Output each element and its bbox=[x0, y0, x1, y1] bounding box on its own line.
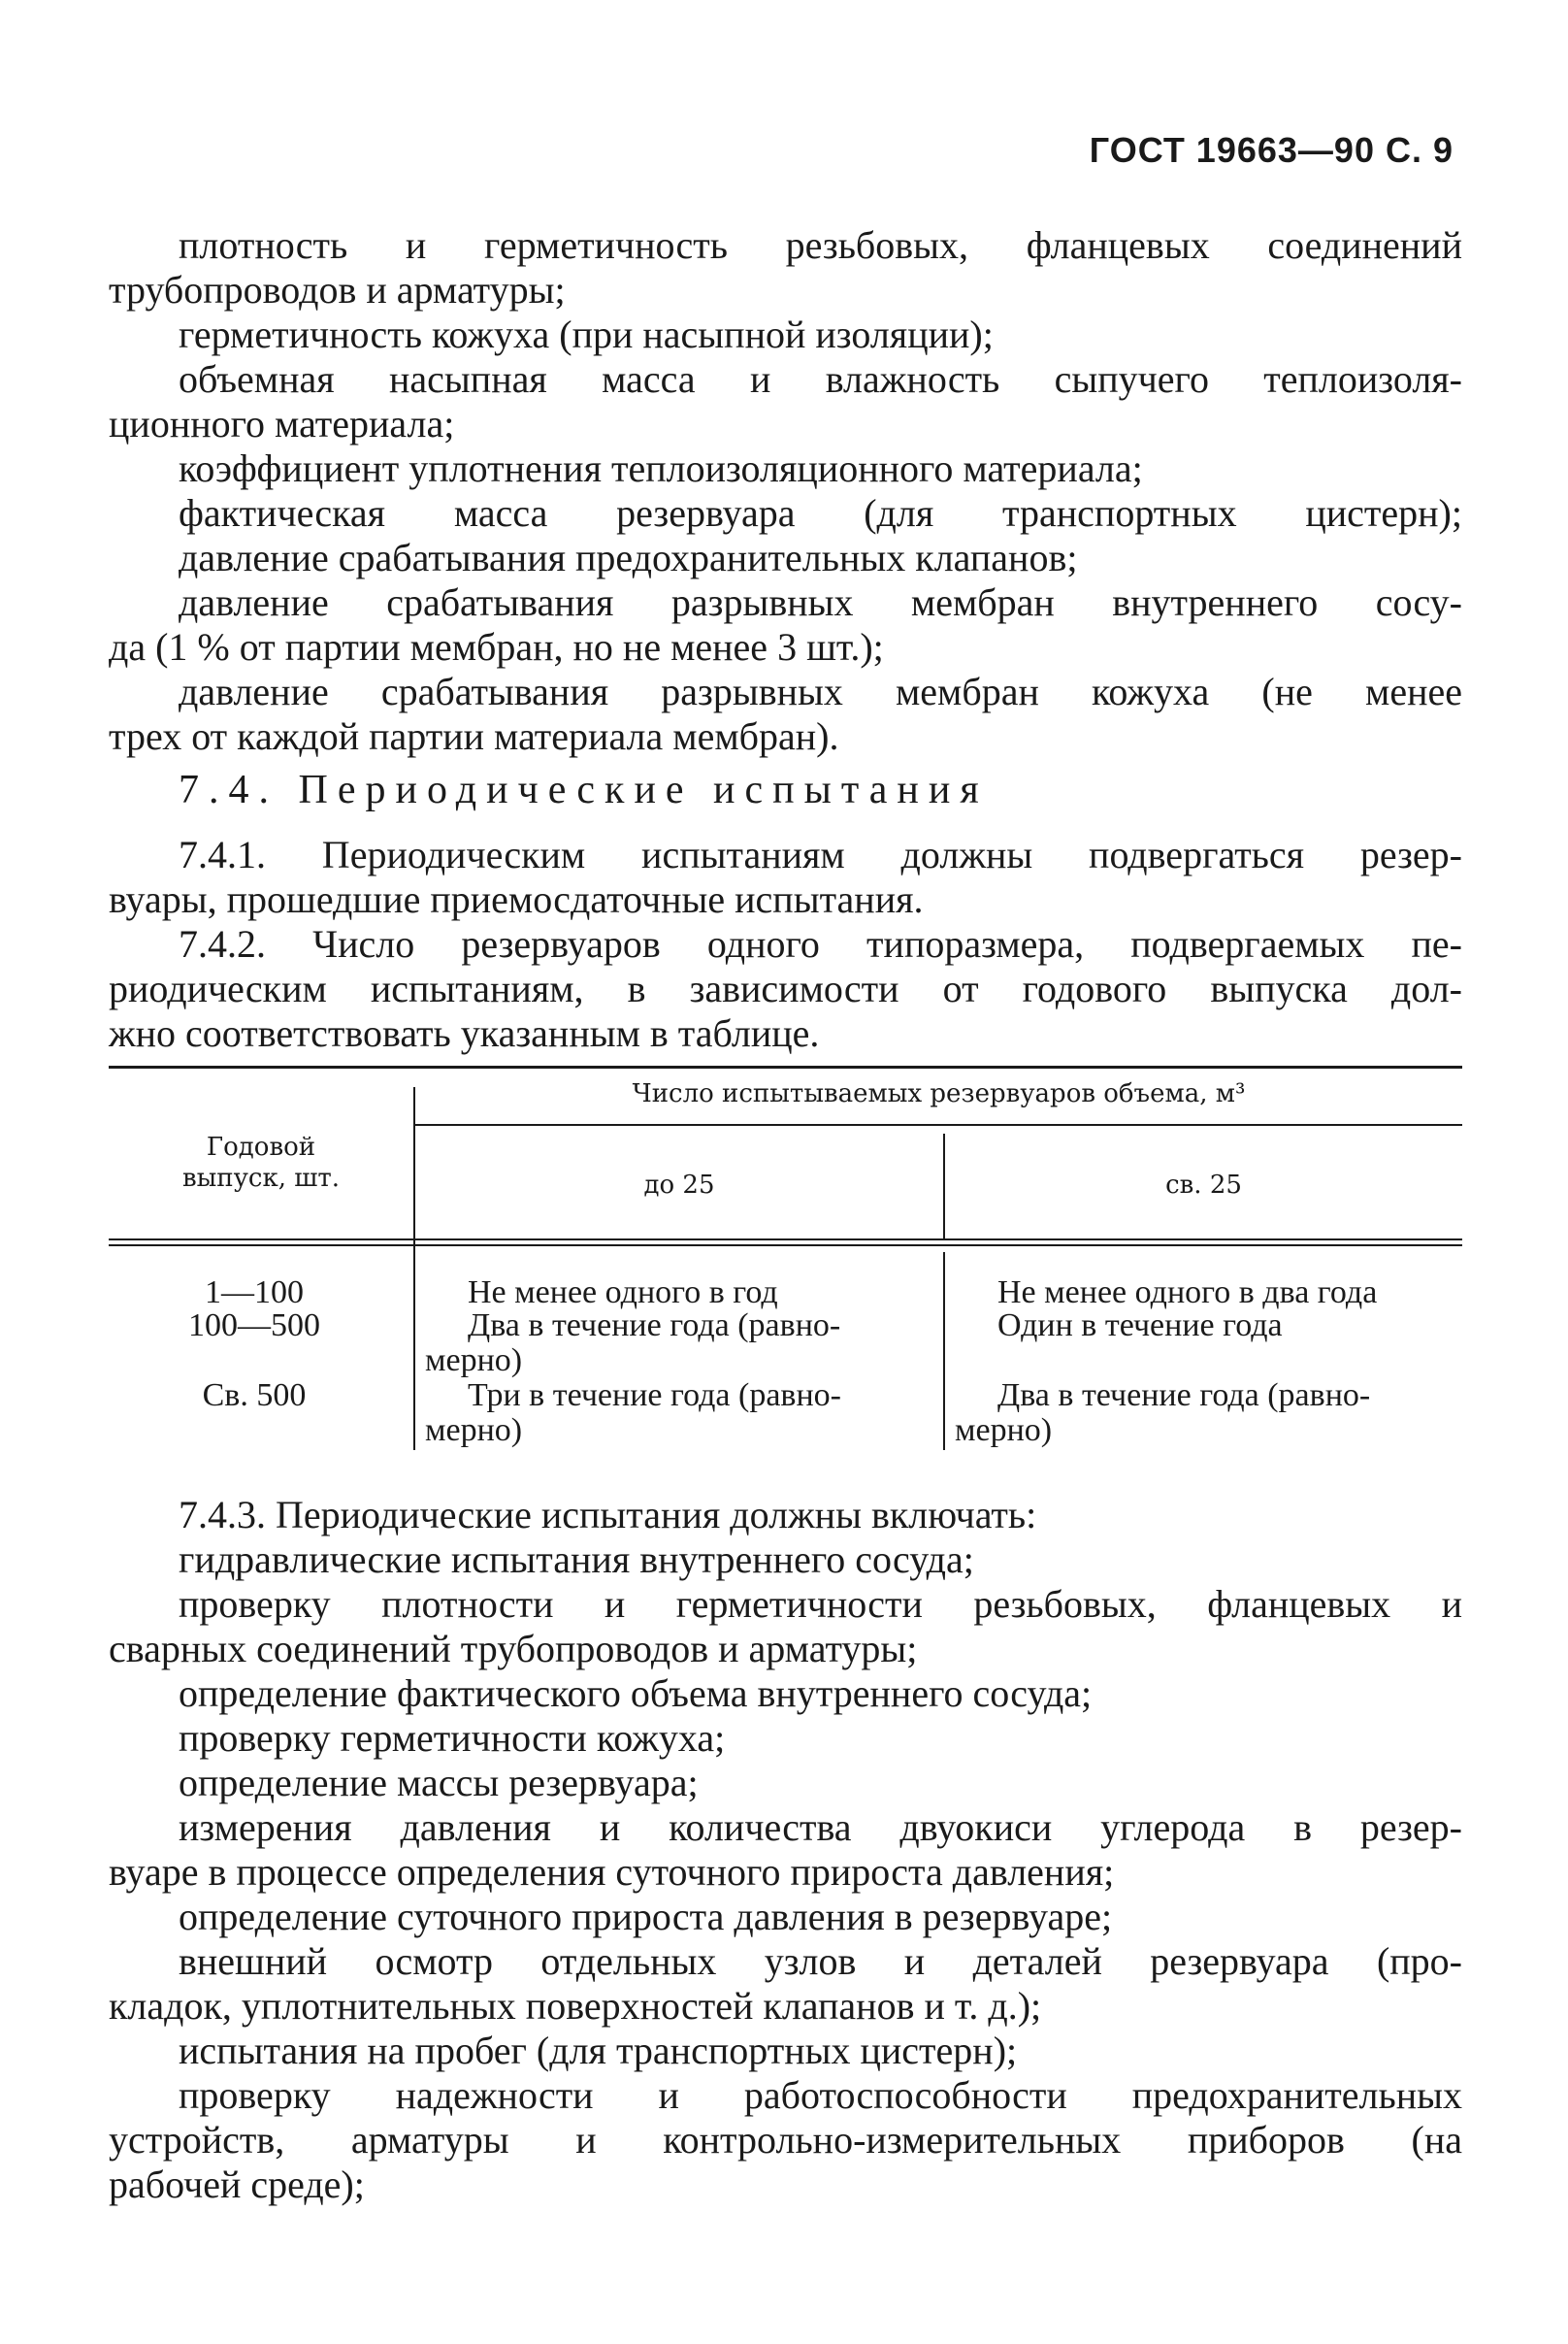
cell-output: 1—100 bbox=[205, 1274, 304, 1310]
text-line: плотность и герметичность резьбовых, фланцевых соединений bbox=[179, 223, 1462, 267]
cell-line: Два в течение года (равно- bbox=[468, 1307, 841, 1343]
text-line: сварных соединений трубопроводов и арматуры; bbox=[109, 1627, 918, 1670]
text-line: испытания на пробег (для транспортных цистерн); bbox=[179, 2029, 1018, 2072]
text-line: вуары, прошедшие приемосдаточные испытания. bbox=[109, 877, 924, 921]
text-line: 7.4.2. Число резервуаров одного типоразмера, подвергаемых пе- bbox=[179, 922, 1462, 966]
table-vline-1 bbox=[413, 1087, 415, 1450]
cell-line: Три в течение года (равно- bbox=[468, 1377, 841, 1413]
text-line: давление срабатывания предохранительных клапанов; bbox=[179, 536, 1078, 579]
cell-over-25 bbox=[955, 1275, 1459, 1310]
cell-line: мерно) bbox=[425, 1342, 523, 1378]
text-line: объемная насыпная масса и влажность сыпучего теплоизоля- bbox=[179, 357, 1462, 401]
col-over-25-header: св. 25 bbox=[1165, 1171, 1242, 1200]
text-line: трех от каждой партии материала мембран). bbox=[109, 714, 839, 758]
cell-over-25 bbox=[955, 1378, 1459, 1448]
periodic-tests-table bbox=[109, 1066, 1462, 1450]
cell-over-25 bbox=[955, 1308, 1459, 1343]
text-line: фактическая масса резервуара (для транспортных цистерн); bbox=[179, 491, 1462, 535]
cell-up-to-25 bbox=[425, 1378, 937, 1448]
text-line: внешний осмотр отдельных узлов и деталей резервуара (про- bbox=[179, 1939, 1462, 1983]
col-output-header-line1: Годовой bbox=[206, 1133, 316, 1162]
text-line: герметичность кожуха (при насыпной изоляции); bbox=[179, 313, 994, 356]
text-line: определение суточного прироста давления в резервуаре; bbox=[179, 1895, 1113, 1938]
col-output-header bbox=[109, 1132, 413, 1194]
text-line: кладок, уплотнительных поверхностей клапанов и т. д.); bbox=[109, 1984, 1042, 2028]
cell-line: мерно) bbox=[955, 1412, 1053, 1448]
text-line: проверку плотности и герметичности резьбовых, фланцевых и bbox=[179, 1582, 1462, 1626]
table-header-rule-2 bbox=[109, 1244, 1462, 1246]
page-header: ГОСТ 19663—90 С. 9 bbox=[1089, 130, 1454, 170]
text-line: риодическим испытаниям, в зависимости от годового выпуска дол- bbox=[109, 967, 1462, 1010]
cell-line: Не менее одного в год bbox=[468, 1274, 778, 1310]
text-line: давление срабатывания разрывных мембран внутреннего сосу- bbox=[179, 580, 1462, 624]
table-vline-2-body bbox=[943, 1252, 945, 1450]
cell-output: Св. 500 bbox=[202, 1377, 307, 1413]
text-line: 7.4.1. Периодическим испытаниям должны подвергаться резер- bbox=[179, 833, 1462, 876]
text-line: жно соответствовать указанным в таблице. bbox=[109, 1011, 820, 1055]
paragraphs-bottom bbox=[109, 1493, 1462, 2207]
col-output-header-line2: выпуск, шт. bbox=[181, 1164, 341, 1193]
text-line: ционного материала; bbox=[109, 402, 455, 446]
paragraphs-mid bbox=[109, 833, 1462, 1056]
cell-line: Два в течение года (равно- bbox=[997, 1377, 1371, 1413]
section-title: 7.4. Периодические испытания bbox=[179, 768, 989, 812]
table-header-rule-1 bbox=[109, 1238, 1462, 1240]
table-group-rule bbox=[415, 1124, 1462, 1126]
cell-up-to-25 bbox=[425, 1308, 937, 1378]
text-line: проверку надежности и работоспособности предохранительных bbox=[179, 2073, 1462, 2117]
cell-up-to-25 bbox=[425, 1275, 937, 1310]
paragraphs-top bbox=[109, 223, 1462, 759]
cell-output: 100—500 bbox=[188, 1307, 320, 1343]
text-line: вуаре в процессе определения суточного прироста давления; bbox=[109, 1850, 1115, 1894]
col-up-to-25-header: до 25 bbox=[643, 1171, 715, 1200]
text-line: устройств, арматуры и контрольно-измерительных приборов (на bbox=[109, 2118, 1462, 2162]
text-line: проверку герметичности кожуха; bbox=[179, 1716, 726, 1760]
table-top-rule bbox=[109, 1066, 1462, 1069]
cell-line: Один в течение года bbox=[997, 1307, 1283, 1343]
text-line: гидравлические испытания внутреннего сосуда; bbox=[179, 1537, 974, 1581]
text-line: определение массы резервуара; bbox=[179, 1761, 699, 1804]
text-line: давление срабатывания разрывных мембран кожуха (не менее bbox=[179, 670, 1462, 713]
group-header: Число испытываемых резервуаров объема, м³ bbox=[632, 1079, 1246, 1108]
text-line: рабочей среде); bbox=[109, 2162, 365, 2206]
cell-line: мерно) bbox=[425, 1412, 523, 1448]
cell-line: Не менее одного в два года bbox=[997, 1274, 1378, 1310]
text-line: определение фактического объема внутреннего сосуда; bbox=[179, 1671, 1093, 1715]
text-line: измерения давления и количества двуокиси углерода в резер- bbox=[179, 1805, 1462, 1849]
text-line: трубопроводов и арматуры; bbox=[109, 268, 566, 312]
text-line: коэффициент уплотнения теплоизоляционного материала; bbox=[179, 446, 1143, 490]
text-line: да (1 % от партии мембран, но не менее 3 шт.); bbox=[109, 625, 884, 669]
text-line: 7.4.3. Периодические испытания должны включать: bbox=[179, 1493, 1037, 1536]
